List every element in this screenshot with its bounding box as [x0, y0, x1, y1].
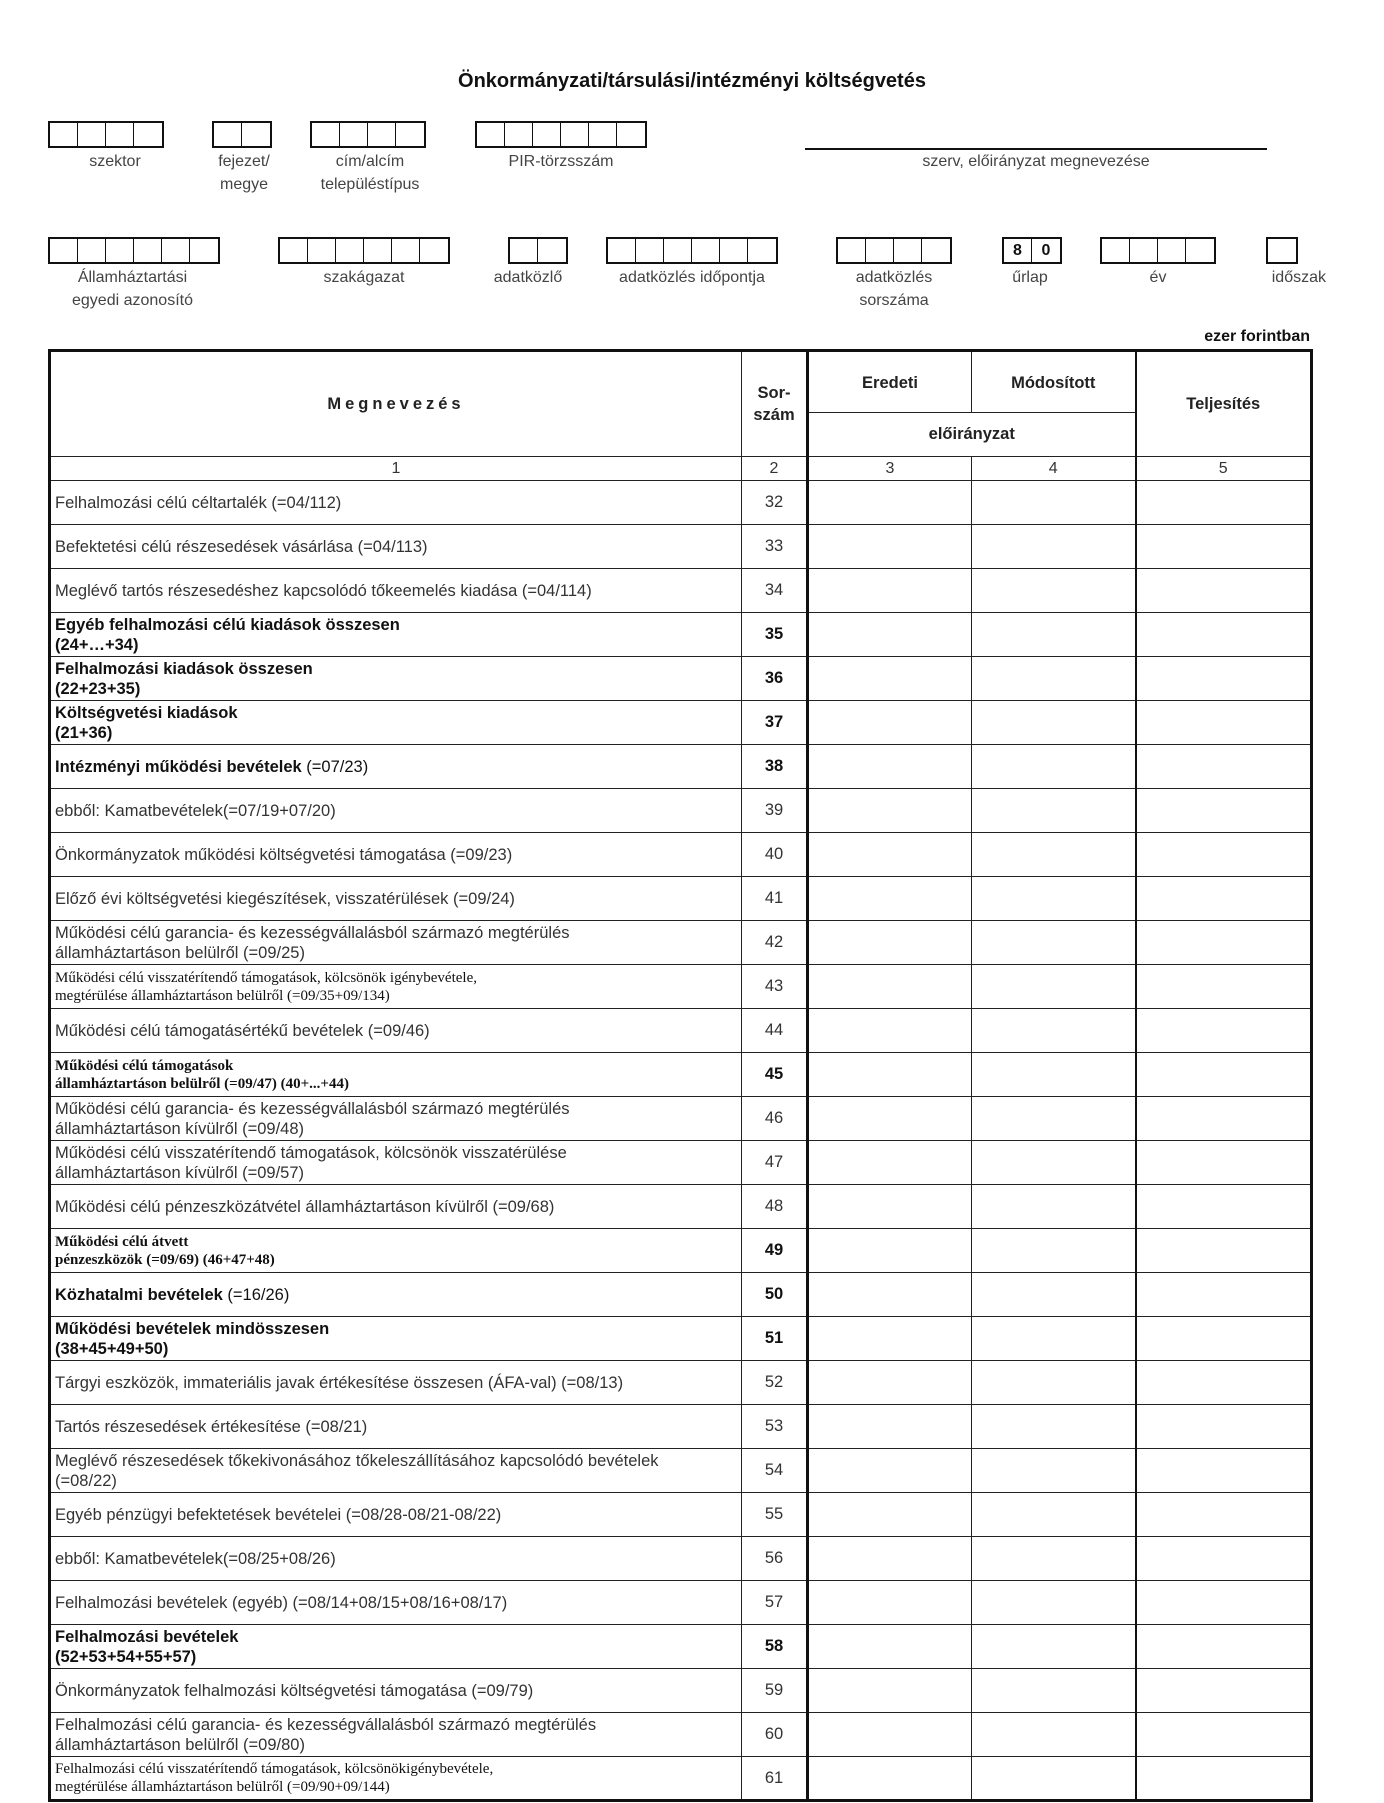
row-name-text: Működési bevételek mindösszesen (38+45+49+50)	[55, 1319, 330, 1358]
code-box-cell[interactable]: 8	[1004, 239, 1032, 262]
value-cell-original[interactable]	[808, 1625, 972, 1669]
row-name	[50, 569, 742, 613]
ahti-boxes	[48, 237, 220, 264]
value-cell-modified[interactable]	[972, 613, 1136, 657]
pir-label: PIR-törzsszám	[508, 153, 614, 170]
table-row	[50, 1273, 1312, 1317]
row-name	[50, 1053, 742, 1097]
value-cell-actual[interactable]	[1136, 1537, 1312, 1581]
row-name-text: Felhalmozási bevételek (52+53+54+55+57)	[55, 1627, 239, 1666]
value-cell-actual[interactable]	[1136, 1581, 1312, 1625]
value-cell-original[interactable]	[808, 1273, 972, 1317]
value-cell-actual[interactable]	[1136, 1141, 1312, 1185]
row-number: 38	[742, 745, 808, 789]
row-name-text: Működési célú átvett pénzeszközök (=09/69) (46+47+48)	[55, 1233, 275, 1268]
row-name	[50, 833, 742, 877]
row-name-text: Felhalmozási célú céltartalék (=04/112)	[55, 493, 342, 512]
value-cell-actual[interactable]	[1136, 1493, 1312, 1537]
title-label: cím/alcím településtípus	[320, 153, 420, 193]
code-box-cell[interactable]	[368, 123, 396, 146]
value-cell-modified[interactable]	[972, 657, 1136, 701]
row-name-text: Előző évi költségvetési kiegészítések, visszatérülések (=09/24)	[55, 889, 515, 908]
row-number: 40	[742, 833, 808, 877]
pir-boxes	[475, 121, 647, 148]
row-name-text: Működési célú visszatérítendő támogatások, kölcsönök igénybevétele, megtérülése államháztartáson belülről (=09/35+09/134)	[55, 969, 477, 1004]
code-box-cell[interactable]	[477, 123, 505, 146]
code-box-cell[interactable]	[1102, 239, 1130, 262]
report-seq-boxes	[836, 237, 952, 264]
value-cell-modified[interactable]	[972, 1009, 1136, 1053]
row-number: 47	[742, 1141, 808, 1185]
row-number: 50	[742, 1273, 808, 1317]
code-box-cell[interactable]	[1186, 239, 1214, 262]
row-number: 61	[742, 1757, 808, 1801]
code-box-cell[interactable]	[533, 123, 561, 146]
row-name	[50, 613, 742, 657]
value-cell-actual[interactable]	[1136, 569, 1312, 613]
value-cell-modified[interactable]	[972, 1537, 1136, 1581]
row-name-text: Közhatalmi bevételek	[55, 1285, 223, 1304]
table-row	[50, 1493, 1312, 1537]
branch-label: szakágazat	[323, 269, 405, 286]
value-cell-actual[interactable]	[1136, 1097, 1312, 1141]
table-row	[50, 965, 1312, 1009]
row-name	[50, 1449, 742, 1493]
value-cell-modified[interactable]	[972, 481, 1136, 525]
row-number: 36	[742, 657, 808, 701]
title-boxes	[310, 121, 426, 148]
value-cell-modified[interactable]	[972, 1097, 1136, 1141]
code-box-cell[interactable]	[617, 123, 645, 146]
form-code-boxes	[1002, 237, 1062, 264]
table-row	[50, 877, 1312, 921]
row-number: 57	[742, 1581, 808, 1625]
value-cell-original[interactable]	[808, 1581, 972, 1625]
value-cell-original[interactable]	[808, 701, 972, 745]
row-number: 35	[742, 613, 808, 657]
row-name	[50, 1405, 742, 1449]
row-name-text: Működési célú támogatásértékű bevételek (=09/46)	[55, 1021, 430, 1040]
value-cell-actual[interactable]	[1136, 1229, 1312, 1273]
code-box-cell[interactable]	[280, 239, 308, 262]
row-name-suffix: (=16/26)	[222, 1285, 290, 1304]
code-box-cell[interactable]	[312, 123, 340, 146]
branch-boxes	[278, 237, 450, 264]
row-name	[50, 1097, 742, 1141]
code-box-cell[interactable]	[866, 239, 894, 262]
code-box-cell[interactable]	[922, 239, 950, 262]
row-name-text: ebből: Kamatbevételek(=07/19+07/20)	[55, 801, 336, 820]
code-box-cell[interactable]	[50, 123, 78, 146]
value-cell-modified[interactable]	[972, 1229, 1136, 1273]
chapter-label: fejezet/ megye	[218, 153, 270, 193]
code-box-cell[interactable]	[242, 123, 270, 146]
reporter-boxes	[508, 237, 568, 264]
year-label: év	[1149, 269, 1167, 286]
unit-label: ezer forintban	[1204, 328, 1310, 345]
value-cell-actual[interactable]	[1136, 921, 1312, 965]
code-box-cell[interactable]	[214, 123, 242, 146]
row-name	[50, 1757, 742, 1801]
value-cell-original[interactable]	[808, 569, 972, 613]
code-box-cell[interactable]	[340, 123, 368, 146]
row-name	[50, 1493, 742, 1537]
value-cell-actual[interactable]	[1136, 1361, 1312, 1405]
code-box-cell[interactable]	[692, 239, 720, 262]
row-number: 33	[742, 525, 808, 569]
row-number: 42	[742, 921, 808, 965]
org-name-label: szerv, előirányzat megnevezése	[922, 153, 1150, 170]
row-number: 56	[742, 1537, 808, 1581]
row-name	[50, 1317, 742, 1361]
row-name-text: Befektetési célú részesedések vásárlása (=04/113)	[55, 537, 428, 556]
row-number: 59	[742, 1669, 808, 1713]
code-box-cell[interactable]	[720, 239, 748, 262]
value-cell-actual[interactable]	[1136, 481, 1312, 525]
code-box-cell[interactable]	[106, 123, 134, 146]
value-cell-modified[interactable]	[972, 1361, 1136, 1405]
value-cell-original[interactable]	[808, 1053, 972, 1097]
row-name	[50, 1185, 742, 1229]
row-name-text: Működési célú pénzeszközátvétel államháztartáson kívülről (=09/68)	[55, 1197, 555, 1216]
table-row	[50, 525, 1312, 569]
value-cell-actual[interactable]	[1136, 613, 1312, 657]
value-cell-original[interactable]	[808, 1229, 972, 1273]
row-name	[50, 1537, 742, 1581]
row-name	[50, 745, 742, 789]
form-title: Önkormányzati/társulási/intézményi költségvetés	[458, 70, 926, 92]
table-row	[50, 1581, 1312, 1625]
row-name-text: Tartós részesedések értékesítése (=08/21)	[55, 1417, 368, 1436]
code-box-cell[interactable]	[134, 123, 162, 146]
value-cell-actual[interactable]	[1136, 877, 1312, 921]
table-row	[50, 789, 1312, 833]
report-date-boxes	[606, 237, 778, 264]
table-row	[50, 1757, 1312, 1801]
code-box-cell[interactable]	[538, 239, 566, 262]
row-name-text: Felhalmozási kiadások összesen (22+23+35)	[55, 659, 313, 698]
value-cell-modified[interactable]	[972, 1273, 1136, 1317]
value-cell-actual[interactable]	[1136, 1273, 1312, 1317]
row-name-text: Működési célú visszatérítendő támogatások, kölcsönök visszatérülése államháztartáson kívülről (=09/57)	[55, 1143, 567, 1182]
row-name	[50, 481, 742, 525]
row-name-text: Meglévő tartós részesedéshez kapcsolódó tőkeemelés kiadása (=04/114)	[55, 581, 592, 600]
row-name-text: Felhalmozási célú garancia- és kezességvállalásból származó megtérülés államháztartáson belülről (=09/80)	[55, 1715, 597, 1754]
row-name	[50, 525, 742, 569]
value-cell-original[interactable]	[808, 1361, 972, 1405]
row-number: 44	[742, 1009, 808, 1053]
table-row	[50, 1229, 1312, 1273]
table-row	[50, 481, 1312, 525]
row-name-text: Egyéb pénzügyi befektetések bevételei (=08/28-08/21-08/22)	[55, 1505, 502, 1524]
row-name	[50, 789, 742, 833]
row-number: 58	[742, 1625, 808, 1669]
value-cell-original[interactable]	[808, 1405, 972, 1449]
row-name-text: Önkormányzatok felhalmozási költségvetési támogatása (=09/79)	[55, 1681, 534, 1700]
row-number: 34	[742, 569, 808, 613]
value-cell-actual[interactable]	[1136, 1625, 1312, 1669]
row-number: 39	[742, 789, 808, 833]
value-cell-modified[interactable]	[972, 1757, 1136, 1801]
value-cell-original[interactable]	[808, 1009, 972, 1053]
value-cell-original[interactable]	[808, 1493, 972, 1537]
table-row	[50, 657, 1312, 701]
header-eredeti: Eredeti	[808, 351, 972, 413]
column-number: 3	[808, 457, 972, 481]
value-cell-original[interactable]	[808, 965, 972, 1009]
row-name	[50, 1361, 742, 1405]
chapter-boxes	[212, 121, 272, 148]
value-cell-actual[interactable]	[1136, 525, 1312, 569]
value-cell-original[interactable]	[808, 657, 972, 701]
value-cell-modified[interactable]	[972, 833, 1136, 877]
row-number: 51	[742, 1317, 808, 1361]
row-name-text: Költségvetési kiadások (21+36)	[55, 703, 238, 742]
value-cell-original[interactable]	[808, 1669, 972, 1713]
value-cell-modified[interactable]	[972, 525, 1136, 569]
value-cell-original[interactable]	[808, 789, 972, 833]
code-box-cell[interactable]	[190, 239, 218, 262]
row-name-text: Egyéb felhalmozási célú kiadások összesen (24+…+34)	[55, 615, 400, 654]
row-name	[50, 1141, 742, 1185]
value-cell-modified[interactable]	[972, 569, 1136, 613]
table-row	[50, 701, 1312, 745]
row-name	[50, 701, 742, 745]
value-cell-original[interactable]	[808, 1713, 972, 1757]
table-row	[50, 569, 1312, 613]
form-code-label: űrlap	[1012, 269, 1048, 286]
value-cell-original[interactable]	[808, 1317, 972, 1361]
code-box-cell[interactable]	[505, 123, 533, 146]
code-box-cell[interactable]	[636, 239, 664, 262]
code-box-cell[interactable]	[392, 239, 420, 262]
table-row	[50, 613, 1312, 657]
column-number: 4	[972, 457, 1136, 481]
header-megnevezes: Megnevezés	[50, 351, 742, 457]
row-name	[50, 1625, 742, 1669]
table-row	[50, 1713, 1312, 1757]
row-name-text: Működési célú támogatások államháztartáson belülről (=09/47) (40+...+44)	[55, 1057, 349, 1092]
row-number: 48	[742, 1185, 808, 1229]
value-cell-actual[interactable]	[1136, 1449, 1312, 1493]
value-cell-original[interactable]	[808, 1757, 972, 1801]
row-number: 43	[742, 965, 808, 1009]
table-row	[50, 1405, 1312, 1449]
value-cell-modified[interactable]	[972, 1581, 1136, 1625]
row-number: 52	[742, 1361, 808, 1405]
value-cell-modified[interactable]	[972, 921, 1136, 965]
code-box-cell[interactable]	[510, 239, 538, 262]
row-name-text: Működési célú garancia- és kezességvállalásból származó megtérülés államháztartáson belülről (=09/25)	[55, 923, 570, 962]
table-row	[50, 1361, 1312, 1405]
value-cell-actual[interactable]	[1136, 789, 1312, 833]
row-name	[50, 921, 742, 965]
row-number: 37	[742, 701, 808, 745]
value-cell-original[interactable]	[808, 1097, 972, 1141]
value-cell-actual[interactable]	[1136, 657, 1312, 701]
row-name-text: Működési célú garancia- és kezességvállalásból származó megtérülés államháztartáson kívülről (=09/48)	[55, 1099, 570, 1138]
value-cell-modified[interactable]	[972, 1669, 1136, 1713]
code-box-cell[interactable]	[561, 123, 589, 146]
row-name-text: Tárgyi eszközök, immateriális javak értékesítése összesen (ÁFA-val) (=08/13)	[55, 1373, 624, 1392]
column-number-row	[50, 457, 1312, 481]
sector-boxes	[48, 121, 164, 148]
row-name	[50, 1229, 742, 1273]
table-row	[50, 1669, 1312, 1713]
value-cell-modified[interactable]	[972, 1449, 1136, 1493]
reporter-label: adatközlő	[493, 269, 563, 286]
table-row	[50, 1141, 1312, 1185]
value-cell-original[interactable]	[808, 877, 972, 921]
value-cell-original[interactable]	[808, 1449, 972, 1493]
value-cell-actual[interactable]	[1136, 1757, 1312, 1801]
report-date-label: adatközlés időpontja	[619, 269, 765, 286]
row-name	[50, 1273, 742, 1317]
code-box-cell[interactable]	[336, 239, 364, 262]
header-eloiranyzat: előirányzat	[808, 413, 1136, 457]
year-boxes	[1100, 237, 1216, 264]
column-number: 2	[742, 457, 808, 481]
value-cell-original[interactable]	[808, 613, 972, 657]
code-box-cell[interactable]	[894, 239, 922, 262]
table-row	[50, 1185, 1312, 1229]
code-box-cell[interactable]	[308, 239, 336, 262]
row-number: 32	[742, 481, 808, 525]
row-number: 45	[742, 1053, 808, 1097]
table-row	[50, 921, 1312, 965]
code-box-cell[interactable]	[748, 239, 776, 262]
value-cell-original[interactable]	[808, 833, 972, 877]
value-cell-modified[interactable]	[972, 1713, 1136, 1757]
ahti-label: Államháztartási egyedi azonosító	[72, 269, 193, 309]
row-number: 41	[742, 877, 808, 921]
code-box-cell[interactable]	[1158, 239, 1186, 262]
code-box-cell[interactable]	[78, 123, 106, 146]
value-cell-original[interactable]	[808, 1141, 972, 1185]
value-cell-modified[interactable]	[972, 1493, 1136, 1537]
value-cell-original[interactable]	[808, 921, 972, 965]
table-row	[50, 1053, 1312, 1097]
table-row	[50, 1097, 1312, 1141]
table-row	[50, 1625, 1312, 1669]
value-cell-actual[interactable]	[1136, 1317, 1312, 1361]
code-box-cell[interactable]	[106, 239, 134, 262]
sector-label: szektor	[89, 153, 141, 170]
value-cell-modified[interactable]	[972, 1317, 1136, 1361]
code-box-cell[interactable]	[664, 239, 692, 262]
code-box-cell[interactable]	[162, 239, 190, 262]
value-cell-actual[interactable]	[1136, 1053, 1312, 1097]
value-cell-modified[interactable]	[972, 1405, 1136, 1449]
code-box-cell[interactable]	[396, 123, 424, 146]
row-name	[50, 1009, 742, 1053]
code-box-cell[interactable]	[364, 239, 392, 262]
value-cell-actual[interactable]	[1136, 701, 1312, 745]
code-box-cell[interactable]	[838, 239, 866, 262]
row-name-text: Intézményi működési bevételek	[55, 757, 302, 776]
code-box-cell[interactable]	[589, 123, 617, 146]
code-box-cell[interactable]	[608, 239, 636, 262]
value-cell-modified[interactable]	[972, 877, 1136, 921]
header-modositott: Módosított	[972, 351, 1136, 413]
value-cell-actual[interactable]	[1136, 1713, 1312, 1757]
row-name-suffix: (=07/23)	[301, 757, 369, 776]
value-cell-actual[interactable]	[1136, 1009, 1312, 1053]
table-row	[50, 1449, 1312, 1493]
code-box-cell[interactable]	[1268, 239, 1296, 262]
row-name-text: Felhalmozási célú visszatérítendő támogatások, kölcsönökigénybevétele, megtérülése államháztartáson belülről (=09/90+09/144)	[55, 1761, 494, 1795]
value-cell-actual[interactable]	[1136, 1405, 1312, 1449]
budget-table	[48, 349, 1313, 1802]
value-cell-original[interactable]	[808, 745, 972, 789]
code-box-cell[interactable]	[78, 239, 106, 262]
value-cell-actual[interactable]	[1136, 833, 1312, 877]
row-name-text: Felhalmozási bevételek (egyéb) (=08/14+08/15+08/16+08/17)	[55, 1593, 508, 1612]
period-label: időszak	[1271, 269, 1326, 286]
table-row	[50, 1317, 1312, 1361]
row-name	[50, 657, 742, 701]
value-cell-original[interactable]	[808, 1537, 972, 1581]
value-cell-modified[interactable]	[972, 1141, 1136, 1185]
table-row	[50, 833, 1312, 877]
period-boxes	[1266, 237, 1298, 264]
value-cell-modified[interactable]	[972, 965, 1136, 1009]
value-cell-actual[interactable]	[1136, 1185, 1312, 1229]
row-number: 55	[742, 1493, 808, 1537]
table-row	[50, 745, 1312, 789]
row-name-text: Meglévő részesedések tőkekivonásához tőkeleszállításához kapcsolódó bevételek (=08/22)	[55, 1451, 659, 1490]
row-name-text: ebből: Kamatbevételek(=08/25+08/26)	[55, 1549, 336, 1568]
value-cell-modified[interactable]	[972, 789, 1136, 833]
row-name	[50, 1669, 742, 1713]
table-row	[50, 1537, 1312, 1581]
code-box-cell[interactable]	[420, 239, 448, 262]
value-cell-modified[interactable]	[972, 1185, 1136, 1229]
value-cell-actual[interactable]	[1136, 745, 1312, 789]
value-cell-modified[interactable]	[972, 745, 1136, 789]
value-cell-modified[interactable]	[972, 701, 1136, 745]
header-teljesites: Teljesítés	[1136, 351, 1312, 457]
row-number: 49	[742, 1229, 808, 1273]
report-seq-label: adatközlés sorszáma	[855, 269, 933, 309]
value-cell-modified[interactable]	[972, 1053, 1136, 1097]
value-cell-modified[interactable]	[972, 1625, 1136, 1669]
table-row	[50, 1009, 1312, 1053]
row-name	[50, 877, 742, 921]
value-cell-actual[interactable]	[1136, 965, 1312, 1009]
row-number: 54	[742, 1449, 808, 1493]
row-number: 53	[742, 1405, 808, 1449]
value-cell-original[interactable]	[808, 481, 972, 525]
row-name	[50, 1713, 742, 1757]
row-name	[50, 965, 742, 1009]
value-cell-original[interactable]	[808, 1185, 972, 1229]
code-box-cell[interactable]: 0	[1041, 241, 1051, 259]
row-name-text: Önkormányzatok működési költségvetési támogatása (=09/23)	[55, 845, 513, 864]
row-number: 60	[742, 1713, 808, 1757]
value-cell-actual[interactable]	[1136, 1669, 1312, 1713]
row-name	[50, 1581, 742, 1625]
value-cell-original[interactable]	[808, 525, 972, 569]
header-sorszam: Sor- szám	[742, 351, 808, 457]
column-number: 5	[1136, 457, 1312, 481]
column-number: 1	[50, 457, 742, 481]
code-box-cell[interactable]	[1130, 239, 1158, 262]
code-box-cell[interactable]	[50, 239, 78, 262]
row-number: 46	[742, 1097, 808, 1141]
code-box-cell[interactable]	[134, 239, 162, 262]
